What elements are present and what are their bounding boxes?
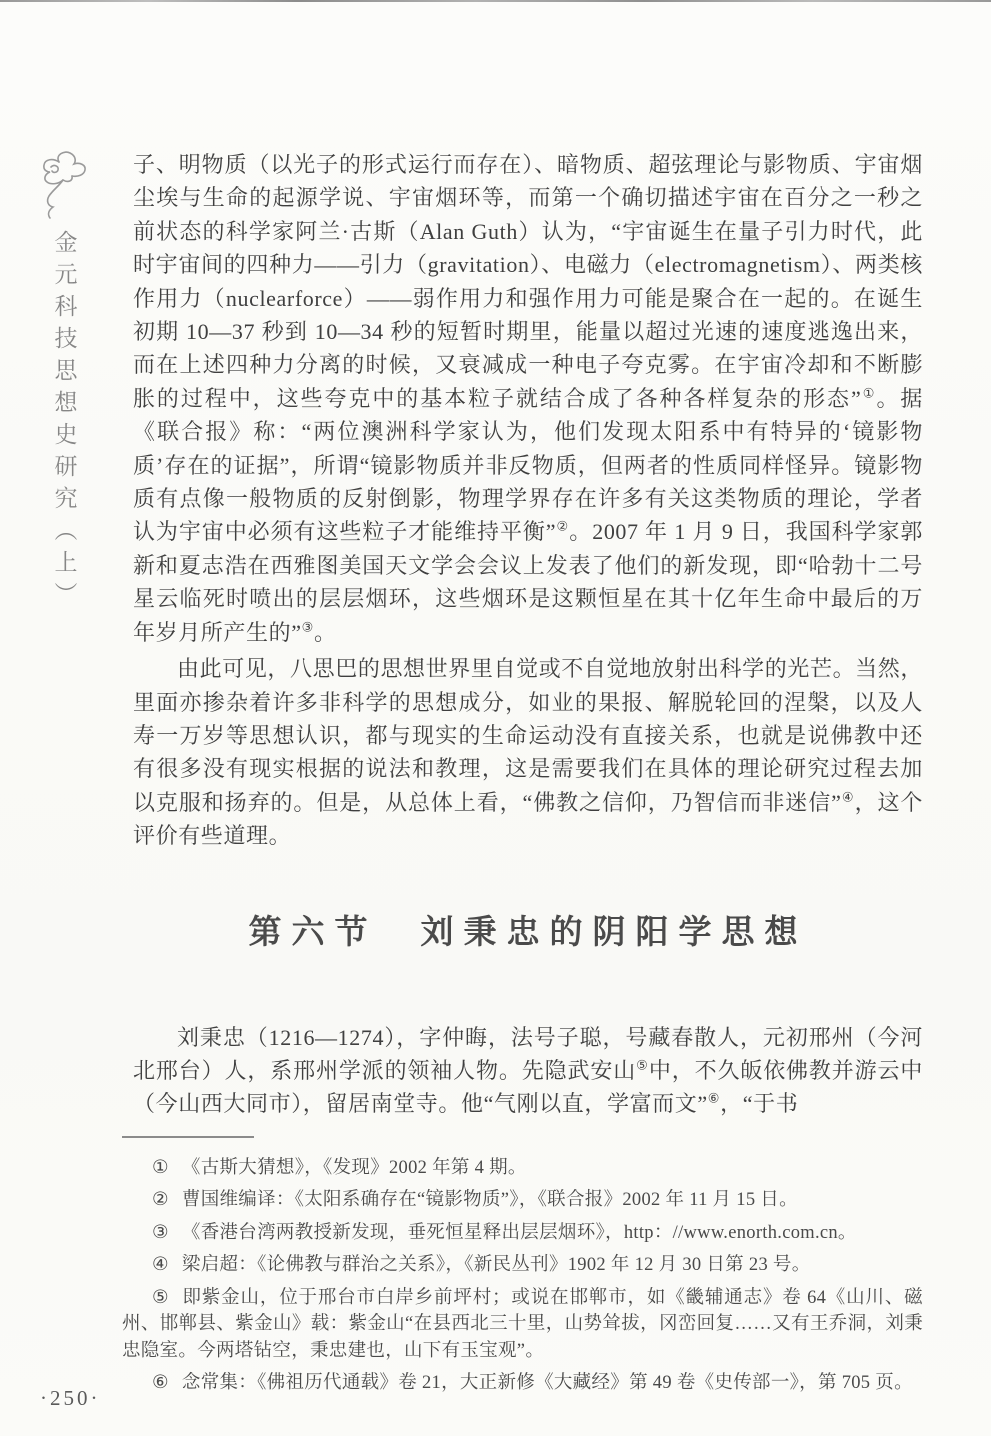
footnote-text: 《古斯大猜想》，《发现》2002 年第 4 期。 [181,1157,527,1178]
footnote-item [122,1252,923,1279]
footnote-item [122,1155,923,1182]
footnote-marker: ⑤ [152,1287,170,1308]
paragraph-phagspa-evaluation: 由此可见，八思巴的思想世界里自觉或不自觉地放射出科学的光芒。当然，里面亦掺杂着许多非科学的思想成分，如业的果报、解脱轮回的涅槃，以及人寿一万岁等思想认识，都与现实的生命运动没有直接关系，也就是说佛教中还有很多没有现实根据的说法和教理，这是需要我们在具体的理论研究过程去加以克服和扬弃的。但是，从总体上看，“佛教之信仰，乃智信而非迷信”④，这个评价有些道理。 [133,656,923,849]
footnote-text: 曹国维编译：《太阳系确存在“镜影物质”》，《联合报》2002 年 11 月 15 日。 [181,1190,798,1211]
footnote-text: 《香港台湾两教授新发现，垂死恒星释出层层烟环》，http：//www.enorth.com.cn。 [181,1222,857,1243]
footnotes-section [122,1155,923,1397]
footnote-item [122,1187,923,1214]
footnote-divider [122,1136,254,1138]
footnote-item [122,1220,923,1247]
paragraph-cosmology: 子、明物质（以光子的形式运行而存在）、暗物质、超弦理论与影物质、宇宙烟尘埃与生命的起源学说、宇宙烟环等，而第一个确切描述宇宙在百分之一秒之前状态的科学家阿兰·古斯（Alan Guth）认为，“宇宙诞生在量子引力时代，此时宇宙间的四种力——引力（gravitation）、电磁力（electromagnetism）、两类核作用力（nuclearforce）——弱作用力和强作用力可能是聚合在一起的。在诞生初期 10—37 秒到 10—34 秒的短暂时期里，能量以超过光速的速度逃逸出来，而在上述四种力分离的时候，又衰减成一种电子夸克雾。在宇宙冷却和不断膨胀的过程中，这些夸克中的基本粒子就结合成了各种各样复杂的形态”①。据《联合报》称：“两位澳洲科学家认为，他们发现太阳系中有特异的‘镜影物质’存在的证据”，所谓“镜影物质并非反物质，但两者的性质同样怪异。镜影物质有点像一般物质的反射倒影，物理学界存在许多有关这类物质的理论，学者认为宇宙中必须有这些粒子才能维持平衡”②。2007 年 1 月 9 日，我国科学家郭新和夏志浩在西雅图美国天文学会会议上发表了他们的新发现，即“哈勃十二号星云临死时喷出的层层烟环，这些烟环是这颗恒星在其十亿年生命中最后的万年岁月所产生的”③。 [133,152,923,645]
page-number: ·250· [40,1386,101,1410]
footnote-marker: ③ [152,1222,169,1243]
paragraph-liubingzhong-intro: 刘秉忠（1216—1274），字仲晦，法号子聪，号藏春散人，元初邢州（今河北邢台）人，系邢州学派的领袖人物。先隐武安山⑤中，不久皈依佛教并游云中（今山西大同市），留居南堂寺。他“气刚以直，学富而文”⑥，“于书 [133,1024,924,1117]
footnote-marker: ⑥ [152,1373,169,1394]
footnote-marker: ② [152,1190,169,1211]
footnote-marker: ④ [152,1255,169,1276]
footnote-marker: ① [152,1157,169,1178]
footnote-item [122,1285,923,1365]
footnote-text: 念常集：《佛祖历代通载》卷 21，大正新修《大藏经》第 49 卷《史传部一》，第 705 页。 [181,1373,913,1394]
page-body [122,148,924,1403]
footnote-text: 即紫金山，位于邢台市白岸乡前坪村；或说在邯郸市，如《畿辅通志》卷 64《山川、磁州、邯郸县、紫金山》载：紫金山“在县西北三十里，山势耸拔，冈峦回复……又有王乔洞，刘秉忠隐室。今两塔钻空，秉忠建也，山下有玉宝观”。 [122,1287,923,1361]
spine-title: 金元科技思想史研究（上） [51,230,77,614]
footnote-item [122,1370,923,1397]
section-heading: 第六节 刘秉忠的阴阳学思想 [248,914,808,951]
footnote-text: 梁启超：《论佛教与群治之关系》，《新民丛刊》1902 年 12 月 30 日第 23 号。 [181,1255,811,1276]
scan-edge-artifact [0,0,991,2]
spine-sidebar [30,146,98,614]
cloud-logo-icon [35,146,93,230]
